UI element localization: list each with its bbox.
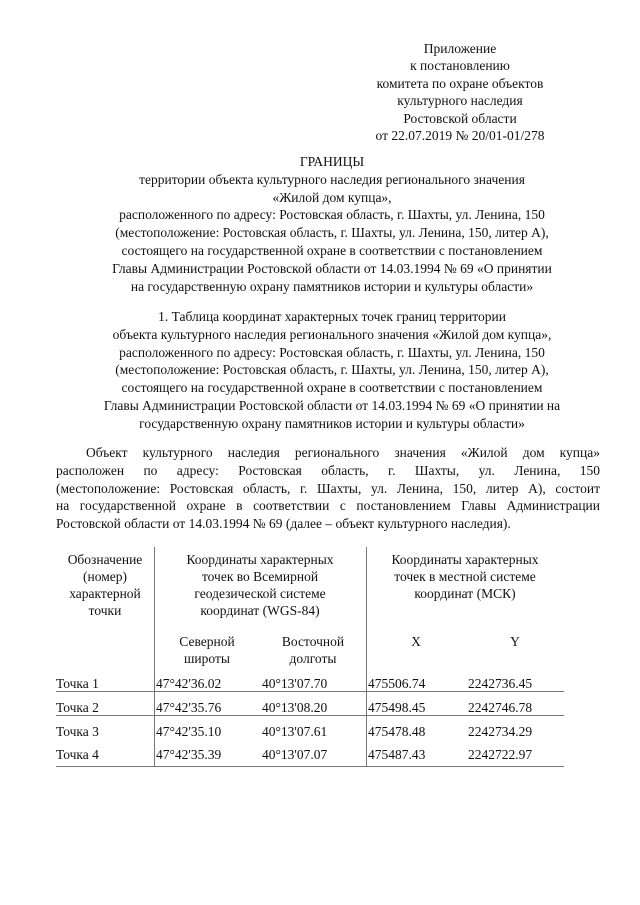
title-heading: ГРАНИЦЫ — [299, 154, 365, 169]
section-line: Главы Администрации Ростовской области от 14.03.1994 № 69 «О принятии на — [103, 397, 561, 413]
cell-point: Точка 1 — [56, 676, 99, 691]
cell-point: Точка 2 — [56, 700, 99, 715]
title-line: Главы Администрации Ростовской области от 14.03.1994 № 69 «О принятии — [112, 260, 552, 276]
section-line: 1. Таблица координат характерных точек границ территории — [158, 309, 506, 324]
header-text: Координаты характерных — [391, 552, 539, 567]
header-text: точек в местной системе — [394, 569, 536, 584]
header-wgs84 — [154, 551, 366, 619]
subheader-north — [154, 633, 260, 667]
coordinates-table — [56, 547, 564, 767]
cell-north: 47°42'35.10 — [156, 724, 222, 739]
appendix-header — [340, 40, 580, 144]
header-text: Координаты характерных — [186, 552, 334, 567]
paragraph-line: (местоположение: Ростовская область, г. Шахты, ул. Ленина, 150, литер А), состоит — [56, 480, 600, 496]
cell-x: 475498.45 — [368, 700, 426, 715]
subheader-east — [260, 633, 366, 667]
cell-x: 475487.43 — [368, 747, 426, 762]
header-text: широты — [184, 651, 230, 666]
title-line: территории объекта культурного наследия регионального значения — [139, 171, 525, 187]
table-row-divider — [56, 766, 564, 767]
header-text: точек во Всемирной — [201, 569, 319, 584]
appendix-line: культурного наследия — [397, 93, 523, 109]
header-text: долготы — [289, 651, 337, 666]
header-text: (номер) — [83, 569, 127, 584]
cell-y: 2242734.29 — [468, 724, 533, 739]
description-paragraph — [56, 444, 600, 533]
appendix-line: Ростовской области — [403, 110, 517, 126]
header-designation — [56, 551, 154, 619]
cell-y: 2242722.97 — [468, 747, 533, 762]
title-line: (местоположение: Ростовская область, г. Шахты, ул. Ленина, 150, литер А), — [115, 225, 549, 241]
cell-point: Точка 4 — [56, 747, 99, 762]
header-text: характерной — [69, 586, 141, 601]
cell-y: 2242736.45 — [468, 676, 533, 691]
cell-y: 2242746.78 — [468, 700, 533, 715]
title-line: расположенного по адресу: Ростовская область, г. Шахты, ул. Ленина, 150 — [119, 207, 545, 223]
header-text: Северной — [179, 634, 235, 649]
paragraph-line: расположен по адресу: Ростовская область, г. Шахты, ул. Ленина, 150 — [56, 462, 600, 478]
section-line: (местоположение: Ростовская область, г. Шахты, ул. Ленина, 150, литер А), — [115, 362, 549, 378]
cell-east: 40°13'07.70 — [262, 676, 328, 691]
cell-east: 40°13'07.07 — [262, 747, 328, 762]
section-line: объекта культурного наследия регионального значения «Жилой дом купца», — [112, 326, 552, 342]
header-text: координат (WGS-84) — [200, 603, 320, 618]
appendix-line: к постановлению — [410, 58, 510, 74]
cell-x: 475478.48 — [368, 724, 426, 739]
header-text: точки — [88, 603, 122, 618]
cell-x: 475506.74 — [368, 676, 426, 691]
appendix-line: комитета по охране объектов — [376, 75, 544, 91]
paragraph-line: Ростовской области от 14.03.1994 № 69 (далее – объект культурного наследия). — [56, 516, 511, 532]
cell-north: 47°42'35.39 — [156, 747, 222, 762]
subheader-x: X — [411, 634, 421, 649]
title-line: на государственную охрану памятников истории и культуры области» — [130, 278, 534, 294]
paragraph-line: на государственной охране в соответствии с постановлением Главы Администрации — [56, 498, 600, 514]
title-line: состоящего на государственной охране в соответствии с постановлением — [121, 242, 543, 258]
appendix-line: Приложение — [423, 41, 497, 56]
header-text: Обозначение — [67, 552, 143, 567]
header-text: геодезической системе — [194, 586, 326, 601]
header-msk — [366, 551, 564, 602]
section-line: расположенного по адресу: Ростовская область, г. Шахты, ул. Ленина, 150 — [119, 344, 545, 360]
appendix-line: от 22.07.2019 № 20/01-01/278 — [375, 128, 545, 144]
section-heading — [40, 308, 624, 433]
document-title — [40, 153, 624, 295]
cell-east: 40°13'07.61 — [262, 724, 328, 739]
section-line: состоящего на государственной охране в соответствии с постановлением — [121, 380, 543, 396]
title-line: «Жилой дом купца», — [272, 189, 392, 205]
cell-point: Точка 3 — [56, 724, 99, 739]
cell-north: 47°42'35.76 — [156, 700, 222, 715]
cell-north: 47°42'36.02 — [156, 676, 222, 691]
header-text: Восточной — [281, 634, 345, 649]
cell-east: 40°13'08.20 — [262, 700, 328, 715]
header-text: координат (МСК) — [414, 586, 516, 601]
section-line: государственную охрану памятников истории и культуры области» — [139, 415, 525, 431]
paragraph-line: Объект культурного наследия регионального значения «Жилой дом купца» — [86, 445, 600, 460]
subheader-y: Y — [510, 634, 520, 649]
